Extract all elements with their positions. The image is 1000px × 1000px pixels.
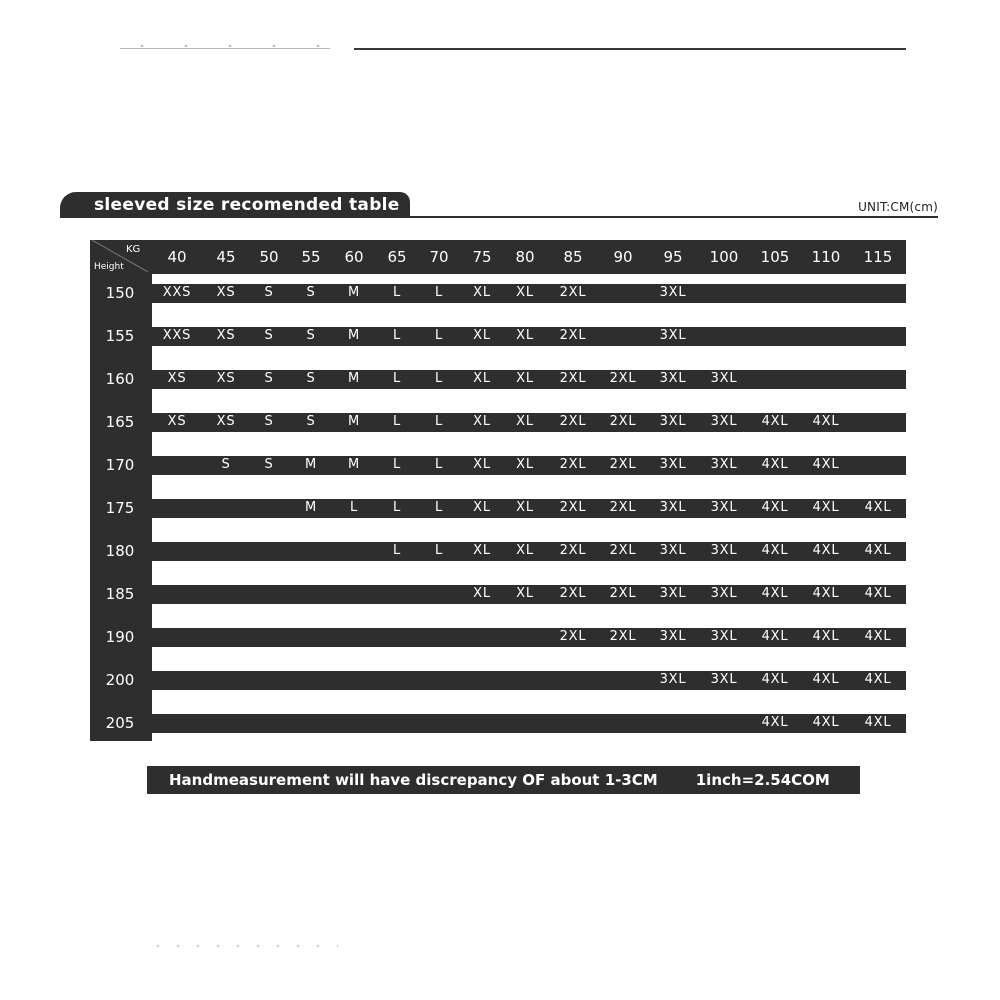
size-cell: XS: [216, 371, 236, 386]
size-cell: L: [349, 500, 359, 515]
size-cell: 3XL: [659, 629, 687, 644]
size-cell: 4XL: [761, 414, 789, 429]
size-cell: M: [347, 328, 361, 343]
size-cell: 3XL: [659, 457, 687, 472]
size-cell: 3XL: [659, 672, 687, 687]
size-cell: XL: [516, 328, 534, 343]
size-cell: M: [304, 457, 318, 472]
weight-header: 75: [472, 248, 492, 266]
size-cell: M: [347, 457, 361, 472]
size-cell: XL: [516, 457, 534, 472]
size-cell: L: [434, 328, 444, 343]
size-cell: 3XL: [710, 500, 738, 515]
size-cell: 4XL: [864, 629, 892, 644]
size-cell: 3XL: [659, 586, 687, 601]
height-column: [90, 240, 152, 741]
size-cell: M: [347, 371, 361, 386]
size-cell: 2XL: [609, 629, 637, 644]
size-cell: L: [434, 457, 444, 472]
size-cell: 4XL: [812, 500, 840, 515]
height-label: 175: [105, 499, 135, 517]
weight-header: 110: [811, 248, 841, 266]
size-cell: XL: [473, 543, 491, 558]
corner-kg-label: KG: [126, 244, 141, 255]
size-cell: 2XL: [609, 457, 637, 472]
size-cell: L: [434, 500, 444, 515]
weight-header: 80: [515, 248, 535, 266]
inch-conversion: 1inch=2.54COM: [695, 771, 830, 789]
footer-note-bar: [147, 766, 860, 794]
size-cell: 4XL: [812, 414, 840, 429]
footer-note: Handmeasurement will have discrepancy OF about 1-3CM: [169, 771, 658, 789]
weight-header: 65: [387, 248, 407, 266]
size-cell: 2XL: [559, 414, 587, 429]
size-cell: 2XL: [559, 457, 587, 472]
size-cell: L: [392, 371, 402, 386]
size-cell: 4XL: [761, 715, 789, 730]
size-cell: XXS: [162, 328, 192, 343]
size-cell: S: [264, 328, 274, 343]
size-cell: L: [434, 414, 444, 429]
size-cell: XL: [516, 414, 534, 429]
title-underline: [410, 216, 938, 218]
top-faint-marks: [120, 44, 340, 48]
top-divider-left: [120, 48, 330, 49]
size-cell: XL: [516, 586, 534, 601]
size-cell: XS: [216, 414, 236, 429]
size-cell: S: [306, 371, 316, 386]
size-cell: S: [221, 457, 231, 472]
table-row: [152, 714, 906, 733]
height-label: 200: [105, 671, 135, 689]
size-cell: XL: [473, 586, 491, 601]
size-cell: L: [392, 457, 402, 472]
size-cell: XL: [473, 371, 491, 386]
size-cell: 4XL: [812, 586, 840, 601]
size-cell: 4XL: [864, 672, 892, 687]
size-cell: 4XL: [761, 586, 789, 601]
size-cell: L: [392, 328, 402, 343]
size-cell: 3XL: [659, 328, 687, 343]
size-cell: S: [264, 285, 274, 300]
bottom-faint-marks: [148, 944, 338, 948]
size-cell: 4XL: [812, 629, 840, 644]
size-cell: 3XL: [659, 285, 687, 300]
size-cell: XXS: [162, 285, 192, 300]
size-cell: XS: [216, 328, 236, 343]
weight-header: 70: [429, 248, 449, 266]
size-cell: XL: [516, 285, 534, 300]
table-row: [152, 628, 906, 647]
size-cell: L: [392, 414, 402, 429]
size-cell: L: [434, 543, 444, 558]
size-cell: M: [347, 414, 361, 429]
size-cell: 3XL: [710, 457, 738, 472]
size-cell: XL: [473, 414, 491, 429]
size-cell: 2XL: [559, 543, 587, 558]
height-label: 170: [105, 456, 135, 474]
height-label: 190: [105, 628, 135, 646]
size-cell: 3XL: [659, 371, 687, 386]
size-cell: 4XL: [761, 672, 789, 687]
size-cell: XS: [167, 371, 187, 386]
size-cell: XL: [473, 457, 491, 472]
size-cell: 2XL: [609, 414, 637, 429]
weight-header: 90: [613, 248, 633, 266]
height-label: 150: [105, 284, 135, 302]
size-cell: M: [347, 285, 361, 300]
size-cell: XS: [216, 285, 236, 300]
size-cell: XL: [516, 500, 534, 515]
size-cell: 4XL: [761, 500, 789, 515]
height-label: 165: [105, 413, 135, 431]
size-cell: 4XL: [812, 543, 840, 558]
size-cell: 3XL: [710, 586, 738, 601]
size-cell: 4XL: [761, 629, 789, 644]
size-cell: 3XL: [710, 414, 738, 429]
size-cell: 4XL: [812, 672, 840, 687]
size-cell: 2XL: [559, 285, 587, 300]
size-cell: 2XL: [559, 629, 587, 644]
size-cell: L: [392, 285, 402, 300]
size-cell: 3XL: [659, 414, 687, 429]
size-cell: 2XL: [559, 586, 587, 601]
size-cell: 4XL: [761, 543, 789, 558]
size-cell: 3XL: [710, 543, 738, 558]
weight-header: 40: [167, 248, 187, 266]
weight-header: 55: [301, 248, 321, 266]
size-cell: 2XL: [559, 328, 587, 343]
weight-header: 60: [344, 248, 364, 266]
weight-header: 45: [216, 248, 236, 266]
size-cell: S: [264, 457, 274, 472]
size-cell: 4XL: [864, 500, 892, 515]
weight-header: 115: [863, 248, 893, 266]
top-divider: [354, 48, 906, 50]
height-label: 205: [105, 714, 135, 732]
size-cell: 2XL: [559, 500, 587, 515]
size-cell: XS: [167, 414, 187, 429]
size-cell: 3XL: [659, 543, 687, 558]
height-label: 160: [105, 370, 135, 388]
size-cell: XL: [516, 543, 534, 558]
size-cell: M: [304, 500, 318, 515]
size-cell: L: [392, 500, 402, 515]
size-cell: S: [306, 414, 316, 429]
size-cell: 3XL: [659, 500, 687, 515]
size-cell: 4XL: [864, 715, 892, 730]
size-cell: 3XL: [710, 371, 738, 386]
size-cell: 2XL: [559, 371, 587, 386]
size-cell: 2XL: [609, 371, 637, 386]
weight-header: 95: [663, 248, 683, 266]
size-cell: 3XL: [710, 672, 738, 687]
weight-header: 85: [563, 248, 583, 266]
size-cell: 4XL: [864, 586, 892, 601]
weight-header: 50: [259, 248, 279, 266]
table-title: sleeved size recomended table: [60, 192, 410, 218]
size-cell: 4XL: [812, 715, 840, 730]
size-cell: XL: [516, 371, 534, 386]
height-label: 155: [105, 327, 135, 345]
size-cell: 2XL: [609, 500, 637, 515]
size-cell: 4XL: [812, 457, 840, 472]
height-label: 185: [105, 585, 135, 603]
height-label: 180: [105, 542, 135, 560]
corner-height-label: Height: [94, 262, 124, 272]
size-cell: S: [264, 414, 274, 429]
size-cell: XL: [473, 500, 491, 515]
weight-header: 100: [709, 248, 739, 266]
size-cell: L: [434, 371, 444, 386]
table-row: [152, 671, 906, 690]
size-cell: 2XL: [609, 543, 637, 558]
size-cell: L: [392, 543, 402, 558]
weight-header: 105: [760, 248, 790, 266]
size-cell: XL: [473, 328, 491, 343]
size-cell: 3XL: [710, 629, 738, 644]
size-cell: L: [434, 285, 444, 300]
size-cell: S: [306, 285, 316, 300]
size-cell: S: [264, 371, 274, 386]
size-cell: XL: [473, 285, 491, 300]
unit-label: UNIT:CM(cm): [858, 200, 938, 214]
size-cell: S: [306, 328, 316, 343]
size-cell: 4XL: [761, 457, 789, 472]
size-cell: 2XL: [609, 586, 637, 601]
size-cell: 4XL: [864, 543, 892, 558]
